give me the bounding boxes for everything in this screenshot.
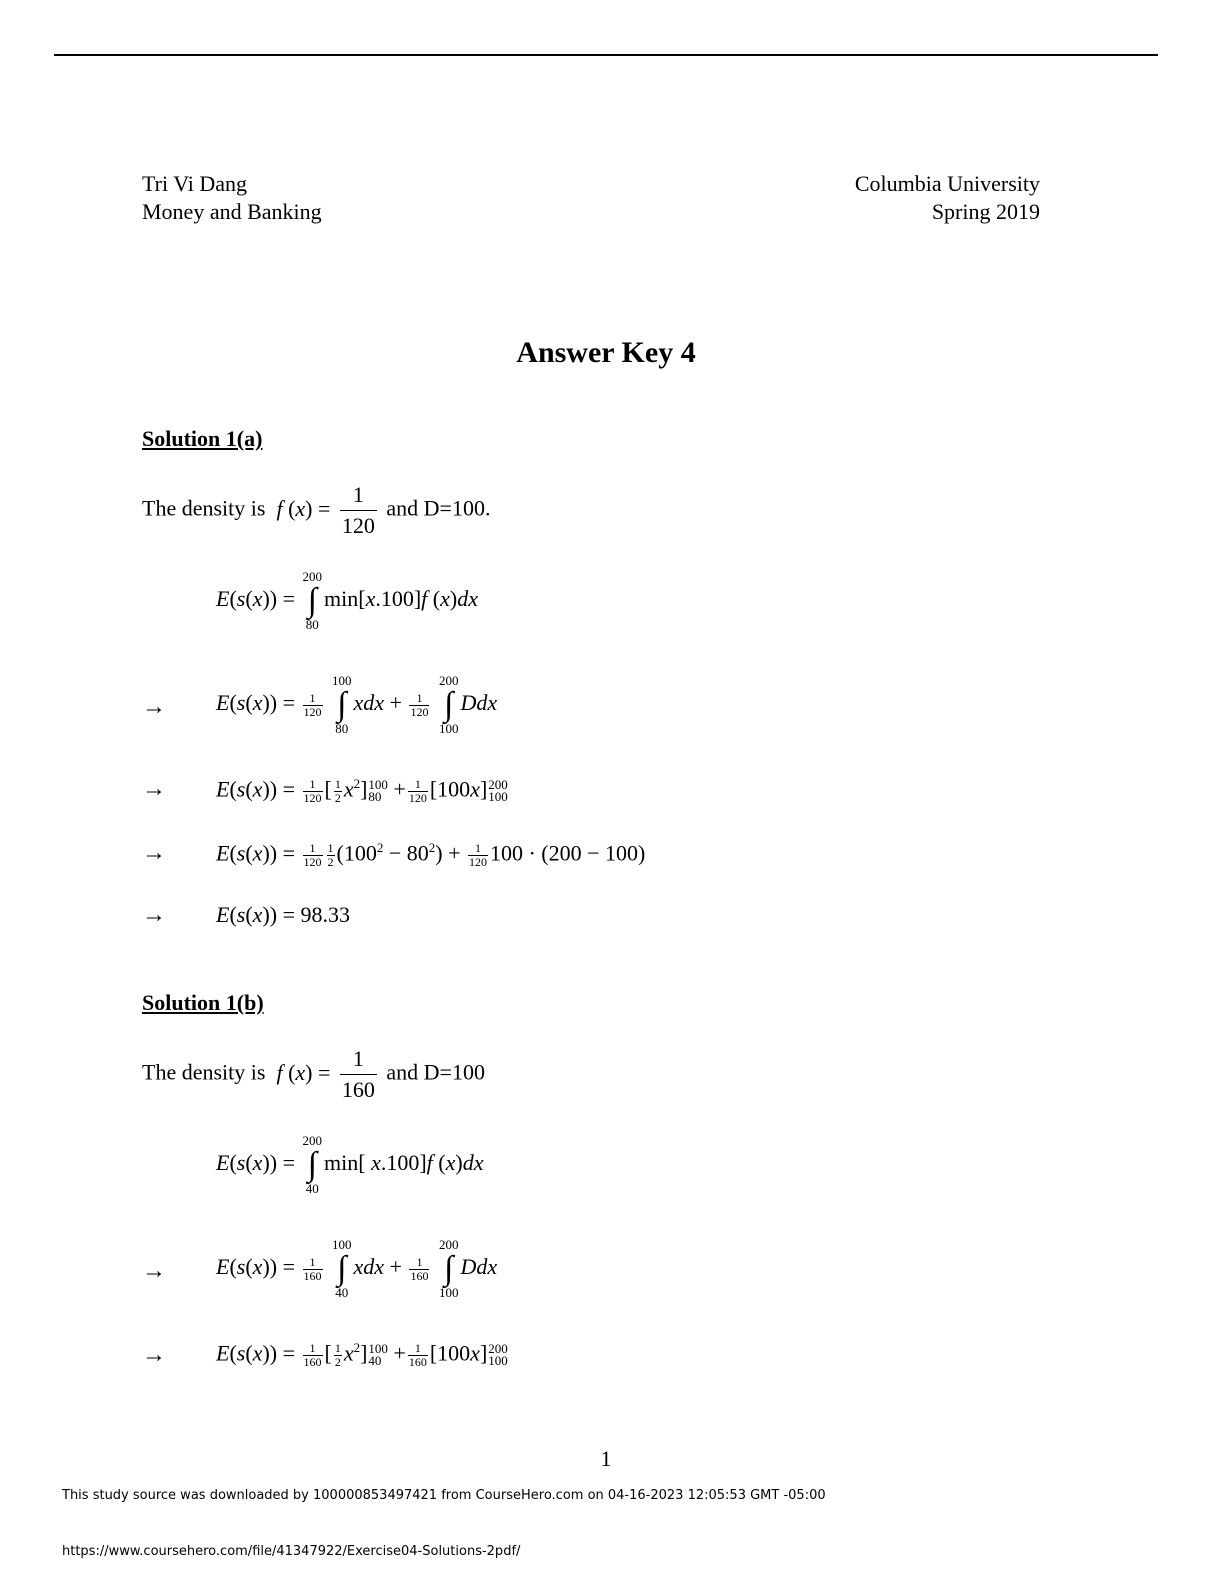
solution-1b-heading: Solution 1(b): [142, 990, 264, 1015]
header-right: [740, 170, 1040, 226]
solution-1a-eq4: E(s(x)) = $\frac{1}{120}$ $\frac{1}{2}$ $(100^2 - 80^2)$ + $\frac{1}{120}$ 100 · (200 − 100): [216, 840, 646, 869]
density-fraction: $\frac{1}{160}$: [341, 1046, 375, 1102]
integral: 100 ∫ 40: [332, 1237, 352, 1300]
integral: 100 ∫ 80: [332, 673, 352, 736]
top-rule: [54, 54, 1158, 56]
density-formula: f (x) = $\frac{1}{160}$: [271, 1060, 386, 1085]
arrow-5: →: [142, 1258, 166, 1284]
arrow-3: →: [142, 840, 166, 866]
author-name: Tri Vi Dang: [142, 171, 248, 196]
solution-1a-eq3: E(s(x)) = $\frac{1}{120}$ [ $\frac{1}{2}$ $x^2$] 100 80 + $\frac{1}{120}$ [100x] 200 100: [216, 776, 508, 805]
solution-1a-eq1: E(s(x)) = 200 ∫ 80 min[x.100]f (x)dx: [216, 569, 478, 632]
source-url[interactable]: https://www.coursehero.com/file/41347922/Exercise04-Solutions-2pdf/: [62, 1544, 521, 1559]
university-name: Columbia University: [854, 171, 1040, 196]
page-title: Answer Key 4: [516, 336, 696, 369]
result-value: 98.33: [300, 902, 350, 927]
density-formula: f (x) = $\frac{1}{120}$: [271, 496, 386, 521]
solution-1a-heading: Solution 1(a): [142, 426, 263, 451]
integral: 200 ∫ 40: [302, 1133, 322, 1196]
solution-1b-eq3: E(s(x)) = $\frac{1}{160}$ [ $\frac{1}{2}$ $x^2$] 100 40 + $\frac{1}{160}$ [100x] 200 100: [216, 1340, 508, 1369]
density-suffix: and D=100.: [386, 495, 491, 521]
density-suffix: and D=100: [386, 1059, 485, 1085]
solution-1b-eq1: E(s(x)) = 200 ∫ 40 min[ x.100]f (x)dx: [216, 1133, 484, 1196]
arrow-2: →: [142, 776, 166, 802]
integral: 200 ∫ 100: [438, 1237, 459, 1300]
course-name: Money and Banking: [142, 199, 322, 224]
density-prefix: The density is: [142, 1059, 266, 1085]
solution-1b-density: [142, 1044, 485, 1105]
integral: 200 ∫ 100: [438, 673, 459, 736]
term: Spring 2019: [931, 199, 1040, 224]
solution-1b-eq2: E(s(x)) = $\frac{1}{160}$ 100 ∫ 40 xdx + $\frac{1}{160}$ 200 ∫ 100 Ddx: [216, 1237, 498, 1300]
download-note: This study source was downloaded by 100000853497421 from CourseHero.com on 04-16-2023 12:05:53 GMT -05:00: [62, 1488, 826, 1503]
integral: 200 ∫ 80: [302, 569, 322, 632]
solution-1a-density: [142, 480, 490, 541]
page-number: 1: [600, 1446, 612, 1471]
density-fraction: $\frac{1}{120}$: [341, 482, 375, 538]
arrow-4: →: [142, 902, 166, 928]
density-prefix: The density is: [142, 495, 266, 521]
header-left: [142, 170, 322, 226]
arrow-6: →: [142, 1342, 166, 1368]
solution-1a-result: E(s(x)) = 98.33: [216, 902, 350, 927]
solution-1a-eq2: E(s(x)) = $\frac{1}{120}$ 100 ∫ 80 xdx + $\frac{1}{120}$ 200 ∫ 100 Ddx: [216, 673, 498, 736]
arrow-1: →: [142, 694, 166, 720]
